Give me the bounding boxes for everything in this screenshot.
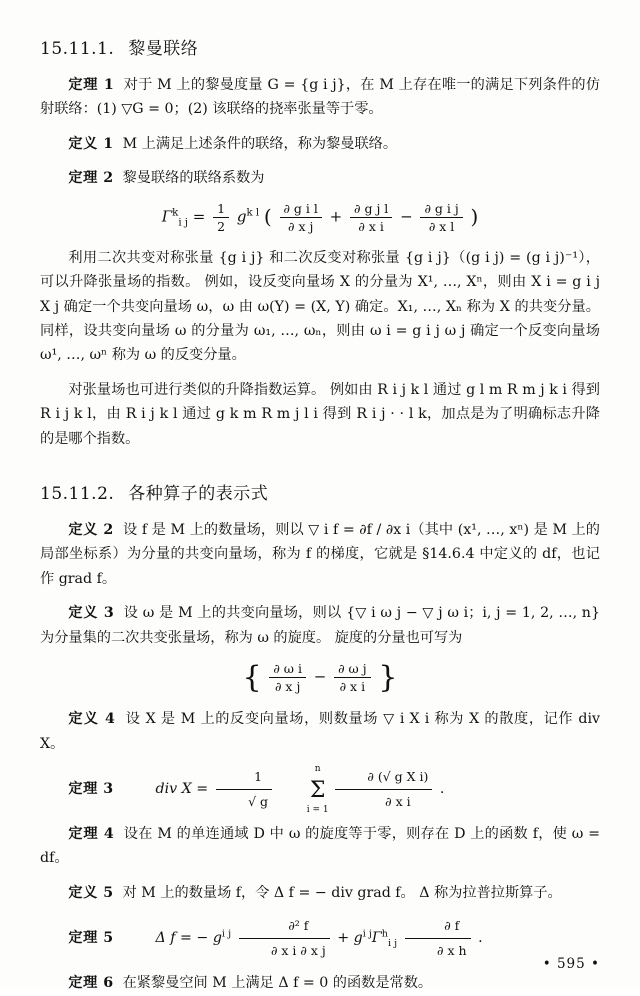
theorem-5-label: 定理 5 [68,930,114,947]
formula-laplacian-lhs: Δ f = − [155,930,209,947]
definition-4-paragraph [40,707,600,756]
formula-laplacian-d1-numerator: ∂ f [405,915,471,939]
formula-laplacian-d2-numerator: ∂² f [239,915,330,939]
theorem-6-label: 定理 6 [68,975,114,992]
formula-laplacian-first-derivative [405,915,471,961]
formula-laplacian-gamma: Γ [371,930,382,947]
theorem-5-paragraph [40,915,600,961]
formula-term2-denominator: ∂ x i [358,218,384,234]
formula-term-1 [280,201,322,234]
formula-div-prefactor [216,766,272,812]
theorem-3-paragraph [40,764,600,816]
formula-laplacian-d2-denominator: ∂ x i ∂ x j [270,942,326,958]
formula-curl-components [40,660,600,695]
section-title-1: 黎曼联络 [128,39,199,59]
formula-term1-numerator: ∂ g i l [280,201,322,218]
formula-curl-term-1 [269,661,306,694]
formula-term1-denominator: ∂ x j [288,218,314,234]
theorem-4-paragraph [40,822,600,871]
theorem-2-label: 定理 2 [68,170,114,187]
formula-laplacian-g1-sup: i j [221,928,232,940]
formula-divergence [127,764,445,816]
formula-equals: = [192,207,206,226]
formula-laplacian-d1-denominator: ∂ x h [437,942,467,958]
formula-half-denominator: 2 [217,218,226,234]
definition-5-text: 对 M 上的数量场 f，令 Δ f = − div grad f。 Δ 称为拉普拉斯算子。 [122,884,562,901]
theorem-2-paragraph [40,166,600,190]
formula-left-paren: ( [263,204,272,229]
formula-div-numerator: ∂ (√ g X i) [335,766,432,790]
formula-lhs-sub: i j [178,217,188,229]
definition-1-paragraph [40,132,600,156]
theorem-2-text: 黎曼联络的联络系数为 [122,170,265,187]
formula-christoffel-symbols [40,201,600,234]
theorem-4-text: 设在 M 的单连通域 D 中 ω 的旋度等于零，则存在 D 上的函数 f，使 ω = df。 [40,826,600,867]
formula-laplacian-period: . [478,930,483,947]
definition-5-paragraph [40,881,600,905]
theorem-3-label: 定理 3 [68,781,114,798]
page-number: • 595 • [542,956,600,972]
formula-div-period: . [439,781,445,798]
formula-term2-numerator: ∂ g j l [350,201,392,218]
theorem-1-text: 对于 M 上的黎曼度量 G = {g i j}，在 M 上存在唯一的满足下列条件的仿射联络：(1) ▽G = 0；(2) 该联络的挠率张量等于零。 [40,77,601,118]
formula-curl-term1-numerator: ∂ ω i [269,661,306,678]
formula-metric-g: g [236,207,247,226]
sum-upper-limit: n [314,764,321,775]
definition-2-text: 设 f 是 M 上的数量场，则以 ▽ i f = ∂f / ∂x i（其中 (x¹, …, xⁿ) 是 M 上的局部坐标系）为分量的共变向量场，称为 f 的梯度，它就是 §14.6.4 中定义的 df，也记作 grad f。 [40,522,600,587]
definition-3-text: 设 ω 是 M 上的共变向量场，则以 {▽ i ω j − ▽ j ω i；i, j = 1, 2, …, n} 为分量集的二次共变张量场，称为 ω 的旋度。 旋度的分量也可写为 [40,605,600,646]
formula-term3-numerator: ∂ g i j [420,201,462,218]
definition-4-text: 设 X 是 M 上的反变向量场，则数量场 ▽ i X i 称为 X 的散度，记作 div X。 [40,711,600,752]
theorem-1-paragraph [40,73,600,122]
section-heading-1 [40,34,600,59]
theorem-4-label: 定理 4 [68,826,115,843]
section-number-1: 15.11.1. [40,39,115,59]
definition-1-text: M 上满足上述条件的联络，称为黎曼联络。 [122,135,398,152]
definition-5-label: 定义 5 [68,884,114,901]
formula-div-denominator: ∂ x i [385,793,411,809]
formula-one-half [213,201,229,234]
definition-4-label: 定义 4 [68,711,116,728]
formula-laplacian-g2-sup: i j [362,928,372,940]
definition-3-paragraph [40,601,600,650]
formula-curl-left-brace: { [242,660,262,696]
theorem-1-label: 定理 1 [68,77,115,93]
sum-glyph: Σ [309,778,326,804]
formula-metric-sup: k l [246,207,260,219]
page-content [40,34,600,996]
formula-plus: + [329,207,343,226]
paragraph-raise-lower-indices: 利用二次共变对称张量 {g i j} 和二次反变对称张量 {g i j}（(g i j) = (g i j)⁻¹），可以升降张量场的指数。 例如，设反变向量场 X 的分量为 X¹, …, Xⁿ，则由 X i = g i j X j 确定一个共变向量场 ω，ω 由 ω(Y) = (X, Y) 确定。X₁, …, Xₙ 称为 X 的共变分量。 同样，设共变向量场 ω 的分量为 ω₁, …, ωₙ，则由 ω i = g i j ω j 确定一个反变向量场 ω¹, …, ωⁿ 称为 ω 的反变分量。 [40,249,600,364]
definition-2-label: 定义 2 [68,522,114,539]
formula-laplacian-gamma-sup: h [381,928,388,940]
definition-3-label: 定义 3 [68,605,115,622]
formula-curl-term-2 [334,661,370,694]
formula-laplacian-g1: g [212,930,222,947]
definition-1-label: 定义 1 [68,135,114,152]
formula-div-prefactor-denominator: √ g [248,793,269,809]
formula-laplacian-second-derivative [239,915,330,961]
formula-laplacian-plus: + [337,930,350,947]
formula-div-prefactor-numerator: 1 [216,766,272,790]
section-title-2: 各种算子的表示式 [128,484,269,505]
formula-curl-right-brace: } [378,660,398,696]
formula-lhs-sup: k [172,207,179,219]
formula-right-paren: ) [470,204,479,229]
formula-minus: − [400,207,413,226]
definition-2-paragraph [40,518,600,591]
formula-term3-denominator: ∂ x l [428,218,455,234]
formula-term-2 [350,201,392,234]
formula-div-lhs: div X = [155,781,209,798]
formula-curl-minus: − [313,667,327,686]
summation-icon [282,764,329,816]
formula-lhs-gamma: Γ [161,207,173,226]
formula-curl-term2-numerator: ∂ ω j [334,661,370,678]
paragraph-tensor-fields: 对张量场也可进行类似的升降指数运算。 例如由 R i j k l 通过 g l m R m j k i 得到 R i j k l，由 R i j k l 通过 g k m R m j l i 得到 R i j · · l k，加点是为了明确标志升降的是哪个指数。 [40,381,600,447]
formula-div-quotient [335,766,432,812]
formula-curl-term2-denominator: ∂ x i [339,679,366,695]
theorem-6-text: 在紧黎曼空间 M 上满足 Δ f = 0 的函数是常数。 [122,975,433,992]
formula-laplacian-g2: g [353,930,363,947]
sum-lower-limit: i = 1 [306,805,329,816]
formula-term-3 [420,201,462,234]
section-heading-2 [40,479,600,504]
formula-half-numerator: 1 [213,201,229,218]
theorem-6-paragraph [40,971,600,995]
section-number-2: 15.11.2. [40,484,115,505]
formula-laplacian [127,915,482,961]
formula-curl-term1-denominator: ∂ x j [275,679,301,695]
formula-laplacian-gamma-sub: i j [387,938,398,950]
